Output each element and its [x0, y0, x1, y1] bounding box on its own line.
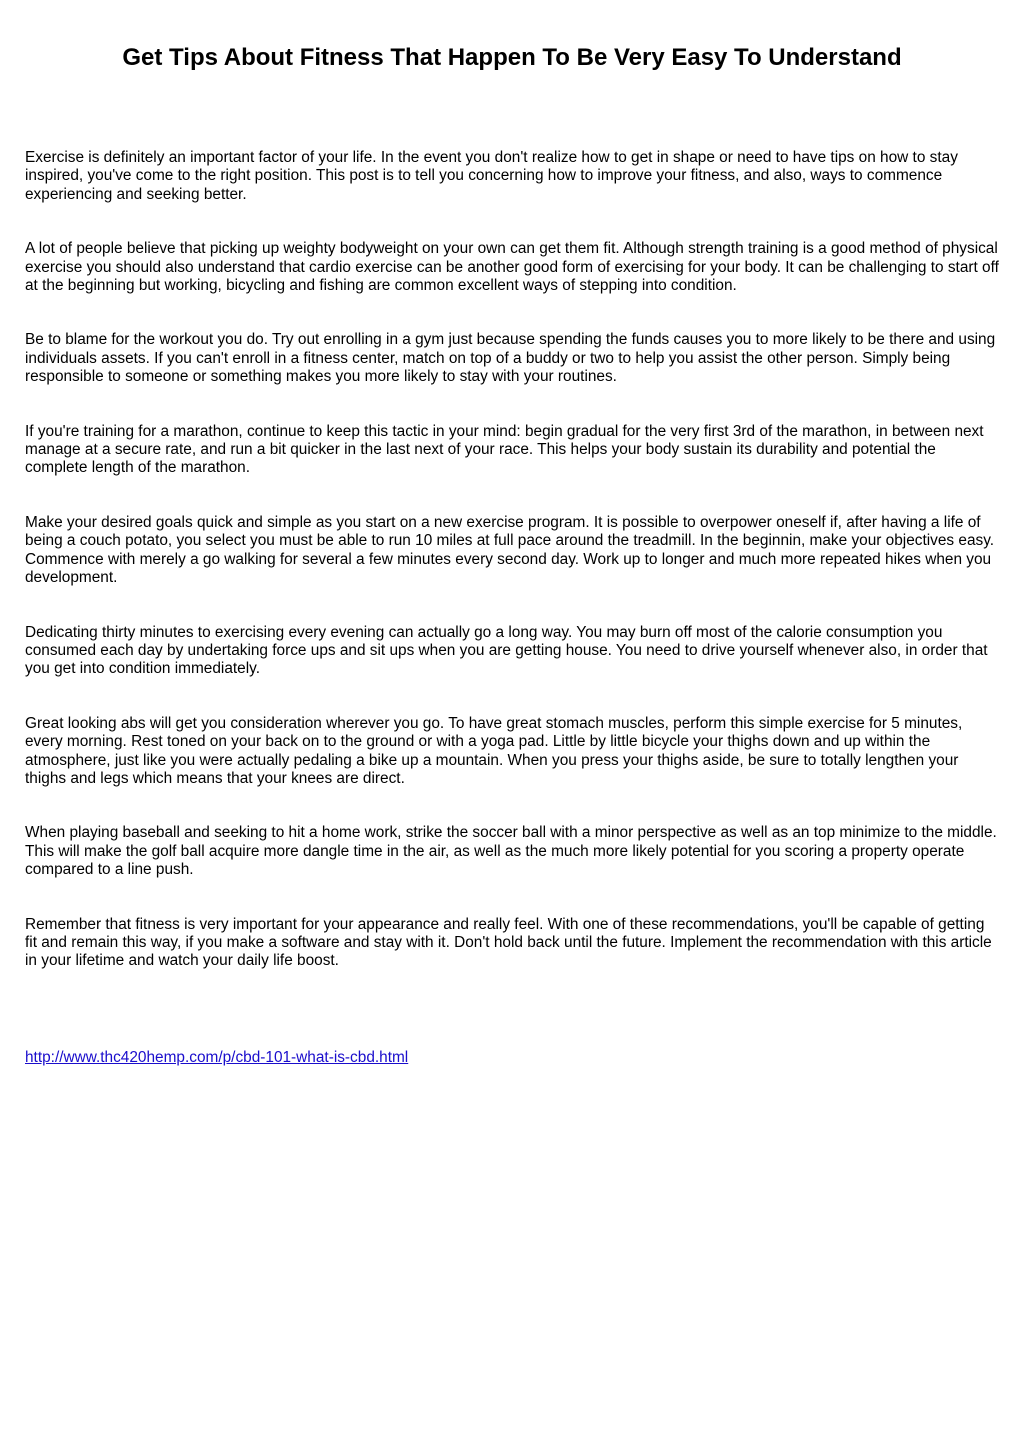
paragraph-8: When playing baseball and seeking to hit a home work, strike the soccer ball with a minor perspective as well as an top minimize to the middle. This will make the golf ball acquire more dangle time in the air, as well as the much more likely potential for you scoring a property operate compared to a line push.: [25, 824, 997, 879]
source-link[interactable]: http://www.thc420hemp.com/p/cbd-101-what-is-cbd.html: [25, 1049, 409, 1066]
paragraph-2: A lot of people believe that picking up weighty bodyweight on your own can get them fit. Although strength training is a good method of physical exercise you should also understand that cardio exercise can be another good form of exercising for your body. It can be challenging to start off at the beginning but working, bicycling and fishing are common excellent ways of stepping into condition.: [25, 240, 999, 295]
paragraph-7: Great looking abs will get you consideration wherever you go. To have great stomach muscles, perform this simple exercise for 5 minutes, every morning. Rest toned on your back on to the ground or with a yoga pad. Little by little bicycle your thighs down and up within the atmosphere, just like you were actually pedaling a bike up a mountain. When you press your thighs aside, be sure to totally lengthen your thighs and legs which means that your knees are direct.: [25, 714, 963, 787]
page-title: Get Tips About Fitness That Happen To Be Very Easy To Understand: [122, 44, 902, 71]
paragraph-9: Remember that fitness is very important for your appearance and really feel. With one of these recommendations, you'll be capable of getting fit and remain this way, if you make a software and stay with it. Don't hold back until the future. Implement the recommendation with this article in your lifetime and watch your daily life boost.: [25, 915, 992, 970]
paragraph-6: Dedicating thirty minutes to exercising every evening can actually go a long way. You may burn off most of the calorie consumption you consumed each day by undertaking force ups and sit ups when you are getting house. You need to drive yourself whenever also, in order that you get into condition immediately.: [25, 623, 988, 678]
paragraph-3: Be to blame for the workout you do. Try out enrolling in a gym just because spending the funds causes you to more likely to be there and using individuals assets. If you can't enroll in a fitness center, match on top of a buddy or two to help you assist the other person. Simply being responsible to someone or something makes you more likely to stay with your routines.: [25, 331, 996, 386]
paragraph-1: Exercise is definitely an important factor of your life. In the event you don't realize how to get in shape or need to have tips on how to stay inspired, you've come to the right position. This post is to tell you concerning how to improve your fitness, and also, ways to commence experiencing and seeking better.: [25, 149, 958, 203]
paragraph-5: Make your desired goals quick and simple as you start on a new exercise program. It is possible to overpower oneself if, after having a life of being a couch potato, you select you must be able to run 10 miles at full pace around the treadmill. In the beginnin, make your objectives easy. Commence with merely a go walking for several a few minutes every second day. Work up to longer and much more repeated hikes when you development.: [25, 513, 995, 587]
article-body: [25, 149, 1000, 1007]
paragraph-4: If you're training for a marathon, continue to keep this tactic in your mind: begin gradual for the very first 3rd of the marathon, in between next manage at a secure rate, and run a bit quicker in the last next of your race. This helps your body sustain its durability and potential the complete length of the marathon.: [25, 422, 984, 477]
